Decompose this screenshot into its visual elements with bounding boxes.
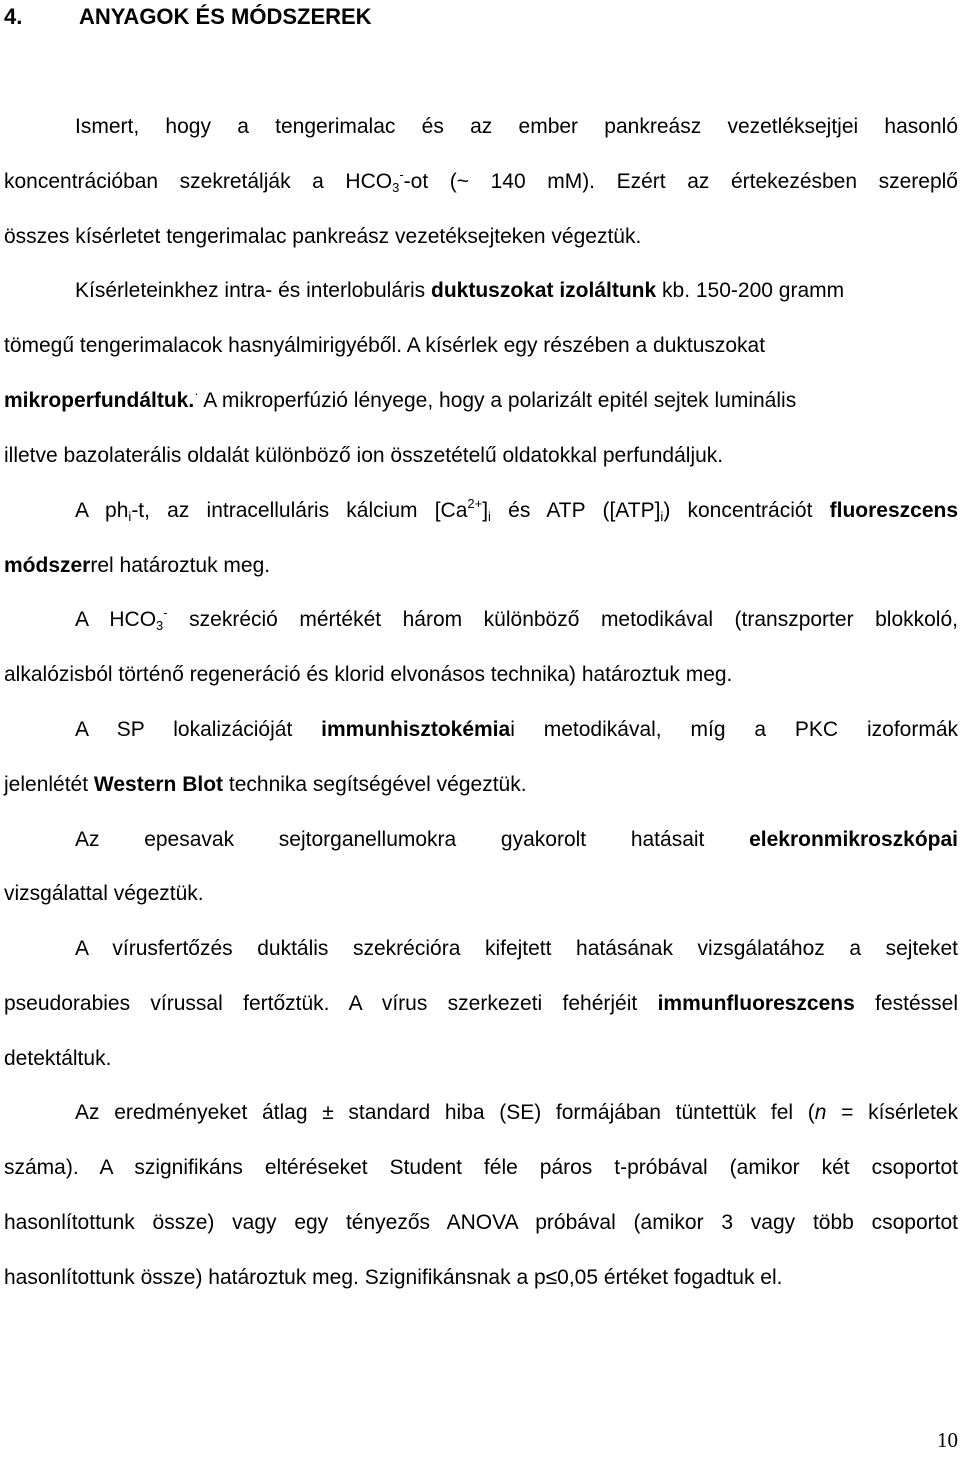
- text-run: Ismert, hogy a tengerimalac és az ember pankreász vezetléksejtjei hasonló: [75, 115, 958, 138]
- paragraph-2-line-4: [4, 440, 958, 472]
- paragraph-3-line-1: [75, 495, 958, 527]
- text-run: technika segítségével végeztük.: [223, 773, 527, 796]
- text-run: A SP lokalizációját: [75, 718, 322, 741]
- paragraph-2-line-3: [4, 385, 958, 417]
- paragraph-7-line-2: [4, 988, 958, 1020]
- text-run: festéssel: [854, 992, 958, 1015]
- bold-text: Western Blot: [93, 773, 224, 796]
- text-run: = kísérletek: [826, 1101, 958, 1124]
- text-run: detektáltuk.: [4, 1047, 112, 1070]
- paragraph-8-line-2: [4, 1152, 958, 1184]
- subscript: i: [660, 509, 664, 524]
- text-run: rel határoztuk meg.: [90, 554, 271, 577]
- bold-text: módszer: [4, 554, 91, 577]
- paragraph-1-line-3: [4, 221, 958, 253]
- paragraph-6-line-1: [75, 824, 958, 856]
- text-run: szekréció mértékét három különböző metodikával (transzporter blokkoló,: [167, 608, 958, 631]
- section-title: ANYAGOK ÉS MÓDSZEREK: [79, 4, 372, 29]
- text-run: i metodikával, míg a PKC izoformák: [510, 718, 958, 741]
- paragraph-8-line-1: [75, 1097, 958, 1129]
- paragraph-4-line-1: [75, 604, 958, 636]
- subscript: 3: [392, 180, 400, 195]
- paragraph-5-line-1: [75, 714, 958, 746]
- bold-text: fluoreszcens: [829, 499, 959, 522]
- text-run: A mikroperfúzió lényege, hogy a polarizált epitél sejtek luminális: [198, 389, 797, 412]
- paragraph-7-line-1: [75, 933, 958, 965]
- bold-text: elekronmikroszkópai: [749, 828, 958, 851]
- text-run: száma). A szignifikáns eltéréseket Student féle páros t-próbával (amikor két csoportot: [4, 1156, 958, 1179]
- text-run: Az eredményeket átlag ± standard hiba (SE) formájában tüntettük fel (: [75, 1101, 815, 1124]
- paragraph-4-line-2: [4, 659, 958, 691]
- paragraph-5-line-2: [4, 769, 958, 801]
- paragraph-2-line-2: [4, 330, 958, 362]
- text-run: A vírusfertőzés duktális szekrécióra kifejtett hatásának vizsgálatához a sejteket: [75, 937, 958, 960]
- text-run: illetve bazolaterális oldalát különböző ion összetételű oldatokkal perfundáljuk.: [4, 444, 724, 467]
- bold-text: immunfluoreszcens: [657, 992, 855, 1015]
- text-run: vizsgálattal végeztük.: [4, 882, 204, 905]
- paragraph-1-line-1: [75, 111, 958, 143]
- page-number: 10: [937, 1428, 958, 1452]
- superscript: -: [399, 167, 404, 182]
- text-run: kb. 150-200 gramm: [656, 279, 845, 302]
- text-run: ) koncentrációt: [663, 499, 830, 522]
- text-run: alkalózisból történő regeneráció és klorid elvonásos technika) határoztuk meg.: [4, 663, 733, 686]
- text-run: ]: [482, 499, 489, 522]
- text-run: hasonlítottunk össze) határoztuk meg. Szignifikánsnak a p≤0,05 értéket fogadtuk el.: [4, 1266, 783, 1289]
- text-run: tömegű tengerimalacok hasnyálmirigyéből. A kísérlek egy részében a duktuszokat: [4, 334, 766, 357]
- paragraph-2-line-1: [75, 275, 958, 307]
- bold-text: duktuszokat izoláltunk: [431, 279, 657, 302]
- subscript: i: [488, 509, 491, 524]
- text-run: jelenlétét: [4, 773, 94, 796]
- text-run: pseudorabies vírussal fertőztük. A vírus szerkezeti fehérjéit: [4, 992, 658, 1015]
- section-heading: [4, 3, 372, 31]
- superscript: -: [163, 605, 168, 620]
- paragraph-3-line-2: [4, 550, 958, 582]
- text-run: összes kísérletet tengerimalac pankreász vezetéksejteken végeztük.: [4, 225, 642, 248]
- paragraph-8-line-3: [4, 1207, 958, 1239]
- bold-text: immunhisztokémia: [321, 718, 511, 741]
- text-run: -ot (~ 140 mM). Ezért az értekezésben szereplő: [403, 170, 958, 193]
- superscript: ·: [194, 386, 199, 401]
- text-run: hasonlítottunk össze) vagy egy tényezős ANOVA próbával (amikor 3 vagy több csoportot: [4, 1211, 958, 1234]
- text-run: koncentrációban szekretálják a HCO: [4, 170, 393, 193]
- subscript: 3: [156, 618, 164, 633]
- superscript: 2+: [467, 496, 483, 511]
- paragraph-8-line-4: [4, 1262, 958, 1294]
- text-run: Kísérleteinkhez intra- és interlobuláris: [75, 279, 431, 302]
- text-run: -t, az intracelluláris kálcium [Ca: [131, 499, 468, 522]
- italic-text: n: [814, 1101, 827, 1124]
- text-run: A ph: [75, 499, 129, 522]
- paragraph-7-line-3: [4, 1043, 958, 1075]
- paragraph-1-line-2: [4, 166, 958, 198]
- subscript: i: [128, 509, 132, 524]
- paragraph-6-line-2: [4, 878, 958, 910]
- text-run: és ATP ([ATP]: [490, 499, 661, 522]
- text-run: A HCO: [75, 608, 157, 631]
- section-number: 4.: [4, 4, 23, 29]
- bold-text: mikroperfundáltuk.: [4, 389, 195, 412]
- text-run: Az epesavak sejtorganellumokra gyakorolt hatásait: [75, 828, 750, 851]
